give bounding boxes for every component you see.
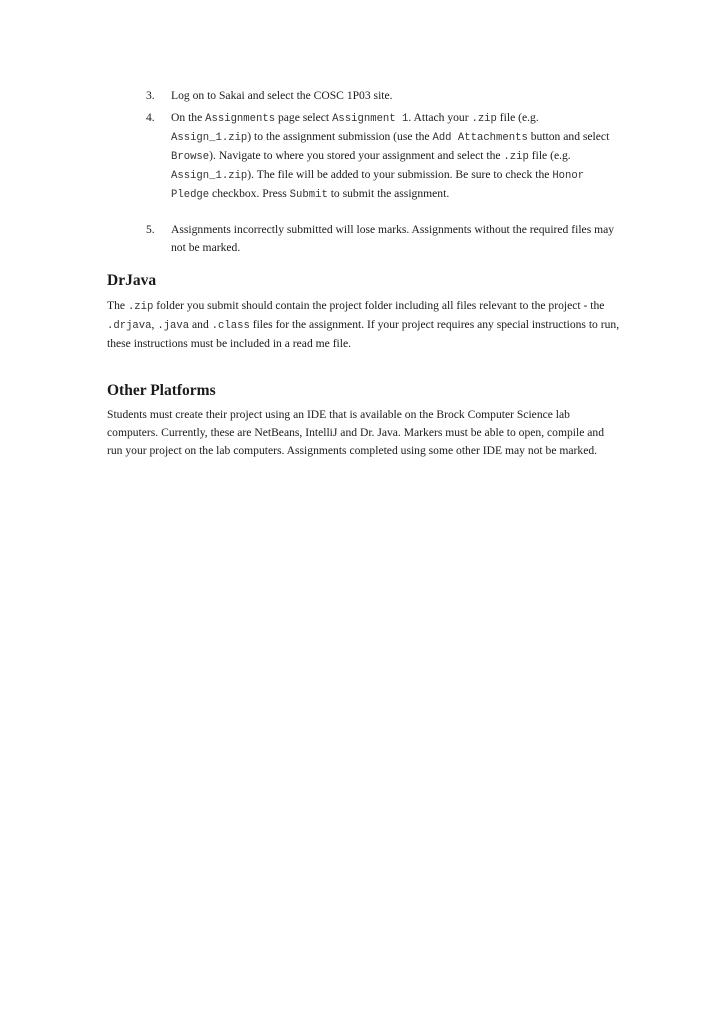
code-text: .drjava — [107, 320, 152, 332]
text-run: , — [151, 318, 158, 331]
text-run: folder you submit should contain the project folder including all files relevant to the project - the — [153, 299, 605, 312]
list-item-text — [171, 109, 616, 204]
code-text: .zip — [127, 301, 154, 313]
text-run: ). The file will be added to your submission. Be sure to check the — [247, 168, 553, 181]
text-run: On the — [171, 111, 206, 124]
list-number: 5. — [146, 223, 155, 236]
text-run: to submit the assignment. — [327, 187, 450, 200]
code-text: Assignments — [205, 113, 276, 125]
text-run: button and select — [527, 130, 610, 143]
text-run: ). Navigate to where you stored your assignment and select the — [209, 149, 504, 162]
code-text: Add Attachments — [432, 132, 528, 144]
text-run: page select — [275, 111, 333, 124]
section-heading-other-platforms: Other Platforms — [107, 382, 216, 399]
section-heading-drjava: DrJava — [107, 272, 157, 289]
code-text: Assign_1.zip — [171, 170, 248, 182]
text-run: . Attach your — [408, 111, 472, 124]
code-text: Honor Pledge — [171, 170, 585, 201]
code-text: .class — [211, 320, 250, 332]
code-text: Assignment 1 — [332, 113, 409, 125]
list-item-text: Log on to Sakai and select the COSC 1P03 site. — [171, 89, 393, 102]
text-run: file (e.g. — [496, 111, 539, 124]
text-run: file (e.g. — [528, 149, 571, 162]
text-run: files for the assignment. If your project requires any special instructions to run, these instructions must be included in a read me file. — [107, 318, 620, 350]
list-item-3 — [146, 87, 616, 105]
text-run: The — [107, 299, 128, 312]
code-text: Submit — [289, 189, 328, 201]
text-run: checkbox. Press — [209, 187, 290, 200]
code-text: .zip — [471, 113, 497, 125]
text-run: ) to the assignment submission (use the — [247, 130, 433, 143]
code-text: Browse — [171, 151, 210, 163]
code-text: .zip — [503, 151, 529, 163]
list-number: 3. — [146, 89, 155, 102]
list-item-4 — [146, 109, 616, 204]
list-item-text: Assignments incorrectly submitted will lose marks. Assignments without the required files may not be marked. — [171, 223, 615, 254]
list-item-5 — [146, 221, 616, 257]
code-text: Assign_1.zip — [171, 132, 248, 144]
text-run: and — [189, 318, 212, 331]
code-text: .java — [157, 320, 190, 332]
paragraph-other-platforms: Students must create their project using an IDE that is available on the Brock Computer Science lab computers. Currently, these are NetBeans, IntelliJ and Dr. Java. Markers must be able to open, compile and run your project on the lab computers. Assignments completed using some other IDE may not be marked. — [107, 408, 604, 457]
list-number: 4. — [146, 111, 155, 124]
paragraph-drjava — [107, 297, 622, 353]
